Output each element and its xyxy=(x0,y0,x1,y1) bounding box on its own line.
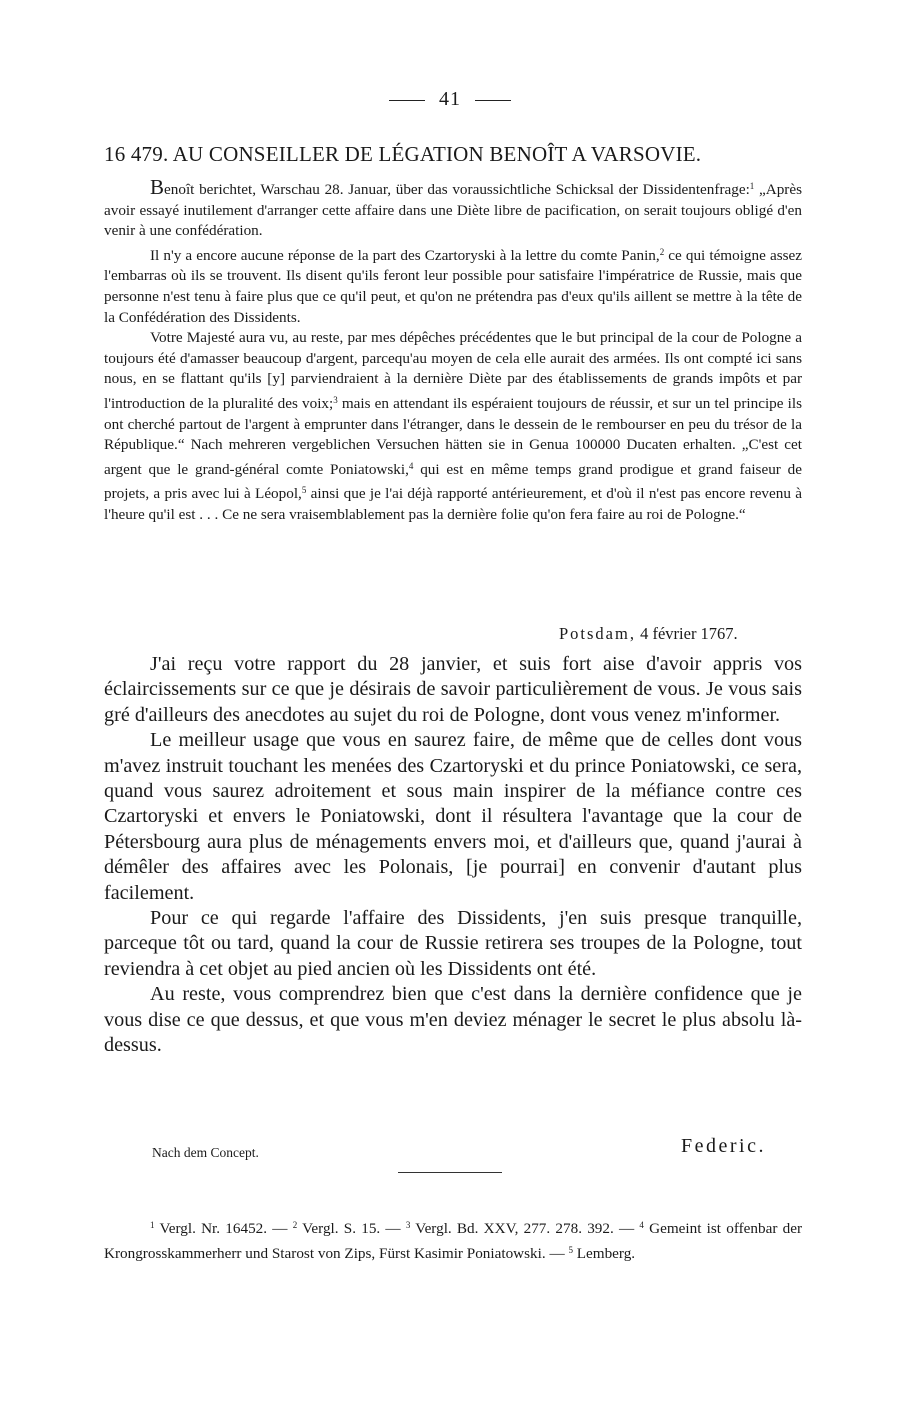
summary-text: qui est en même temps grand prodigue et grand faiseur de projets, a pris avec lui à Léopol, xyxy=(104,460,802,503)
footnote-paragraph xyxy=(104,1215,802,1264)
summary-paragraph xyxy=(104,328,802,525)
footnote-divider xyxy=(398,1172,502,1173)
letter-paragraph: J'ai reçu votre rapport du 28 janvier, et suis fort aise d'avoir appris vos éclaircissements sur ce que je désirais de savoir particulièrement de vous. Je vous sais gré d'ailleurs des anecdotes au sujet du roi de Pologne, dont vous venez m'informer. xyxy=(104,653,802,726)
dateline-place: Potsdam, xyxy=(559,624,636,643)
footnote-ref: 1 xyxy=(749,181,755,191)
footnote-mark: 4 xyxy=(639,1220,644,1230)
summary-text: Il n'y a encore aucune réponse de la part des Czartoryski à la lettre du comte Panin, xyxy=(150,246,660,264)
footnote-text: Lemberg. xyxy=(572,1244,636,1262)
summary-block xyxy=(104,176,802,526)
footnotes-block xyxy=(104,1215,802,1264)
summary-text: Votre Majesté aura vu, au reste, par mes dépêches précédentes que le but principal de la cour de Pologne a toujours été d'amasser beaucoup d'argent, parcequ'au moyen de cela elle aurait des armées. Ils ont compté ici sans nous, en se flattant qu'ils [y] parviendraient à la dernière Diète par des établissements de grands impôts et par l'introduction de la pluralité des voix; xyxy=(104,329,802,412)
drop-initial: B xyxy=(150,175,165,199)
summary-text: mais en attendant ils espéraient toujours de réussir, et sur un tel principe ils ont cherché partout de l'argent à emprunter dans l'étranger, dans le dessein de le rembourser en peu du trésor de la République.“ Nach mehreren vergeblichen Versuchen hätten sie in Genua 100000 Ducaten erhalten. „C'est cet argent que le grand-général comte Poniatowski, xyxy=(104,394,802,478)
dateline-date: 4 février 1767. xyxy=(640,624,738,643)
footnote-mark: 2 xyxy=(292,1220,298,1230)
summary-paragraph xyxy=(104,176,802,242)
footnote-text: Vergl. Bd. XXV, 277. 278. 392. — xyxy=(410,1220,635,1237)
letter-body xyxy=(104,652,802,1059)
summary-text: ainsi que je l'ai déjà rapporté antérieurement, et d'où il n'est pas encore revenu à l'heure qu'il est . . . Ce ne sera vraisemblablement pas la dernière folie qu'on fera faire au roi de Pologne.“ xyxy=(104,485,802,523)
summary-text: enoît berichtet, Warschau 28. Januar, über das voraussichtliche Schicksal der Dissidentenfrage: xyxy=(164,181,750,198)
right-dash xyxy=(475,100,511,101)
source-note: Nach dem Concept. xyxy=(152,1145,259,1160)
page-number: 41 xyxy=(439,88,461,110)
footnote-mark: 1 xyxy=(150,1220,155,1230)
footnote-ref: 5 xyxy=(301,485,307,496)
page-number-header xyxy=(0,88,900,111)
footnote-mark: 5 xyxy=(568,1244,573,1255)
footnote-ref: 2 xyxy=(659,246,665,257)
letter-paragraph: Le meilleur usage que vous en saurez faire, de même que de celles dont vous m'avez instruit touchant les menées des Czartoryski et du prince Poniatowski, ce sera, quand vous saurez adroitement et sous main inspirer de la méfiance contre ces Czartoryski et envers le Poniatowski, dont il résultera l'avantage que la cour de Pétersbourg aura plus de ménagements envers moi, et d'ailleurs que, quand j'aurai à démêler des affaires avec les Polonais, [je pourrai] en convenir d'autant plus facilement. xyxy=(104,729,802,904)
letter-title: 16 479. AU CONSEILLER DE LÉGATION BENOÎT A VARSOVIE. xyxy=(104,142,702,166)
signature: Federic. xyxy=(681,1135,766,1157)
left-dash xyxy=(389,100,425,101)
summary-paragraph xyxy=(104,242,802,328)
summary-text: „Après avoir essayé inutilement d'arranger cette affaire dans une Diète libre de pacification, on serait toujours obligé d'en venir à une confédération. xyxy=(104,181,802,240)
footnote-ref: 3 xyxy=(333,394,338,405)
footnote-text: Gemeint ist offenbar der Krongrosskammerherr und Starost von Zips, Fürst Kasimir Poniatowski. — xyxy=(104,1220,802,1262)
letter-paragraph: Au reste, vous comprendrez bien que c'est dans la dernière confidence que je vous dise ce que dessus, et que vous m'en deviez ménager le secret le plus absolu là-dessus. xyxy=(104,983,802,1057)
summary-text: ce qui témoigne assez l'embarras où ils se trouvent. Ils disent qu'ils feront leur possible pour satisfaire l'impératrice de Russie, mais que personne n'est tenu à faire plus que ce qu'il peut, et qu'on ne prétendra pas d'eux qu'ils aillent se mettre à la tête de la Confédération des Dissidents. xyxy=(104,246,802,326)
footnote-text: Vergl. S. 15. — xyxy=(297,1220,401,1237)
letter-paragraph: Pour ce qui regarde l'affaire des Dissidents, j'en suis presque tranquille, parceque tôt ou tard, quand la cour de Russie retirera ses troupes de la Pologne, tout reviendra à cet objet au pied ancien où les Dissidents ont été. xyxy=(104,907,802,980)
footnote-text: Vergl. Nr. 16452. — xyxy=(154,1220,288,1237)
footnote-ref: 4 xyxy=(408,460,414,471)
footnote-mark: 3 xyxy=(405,1220,411,1230)
dateline xyxy=(559,624,738,644)
